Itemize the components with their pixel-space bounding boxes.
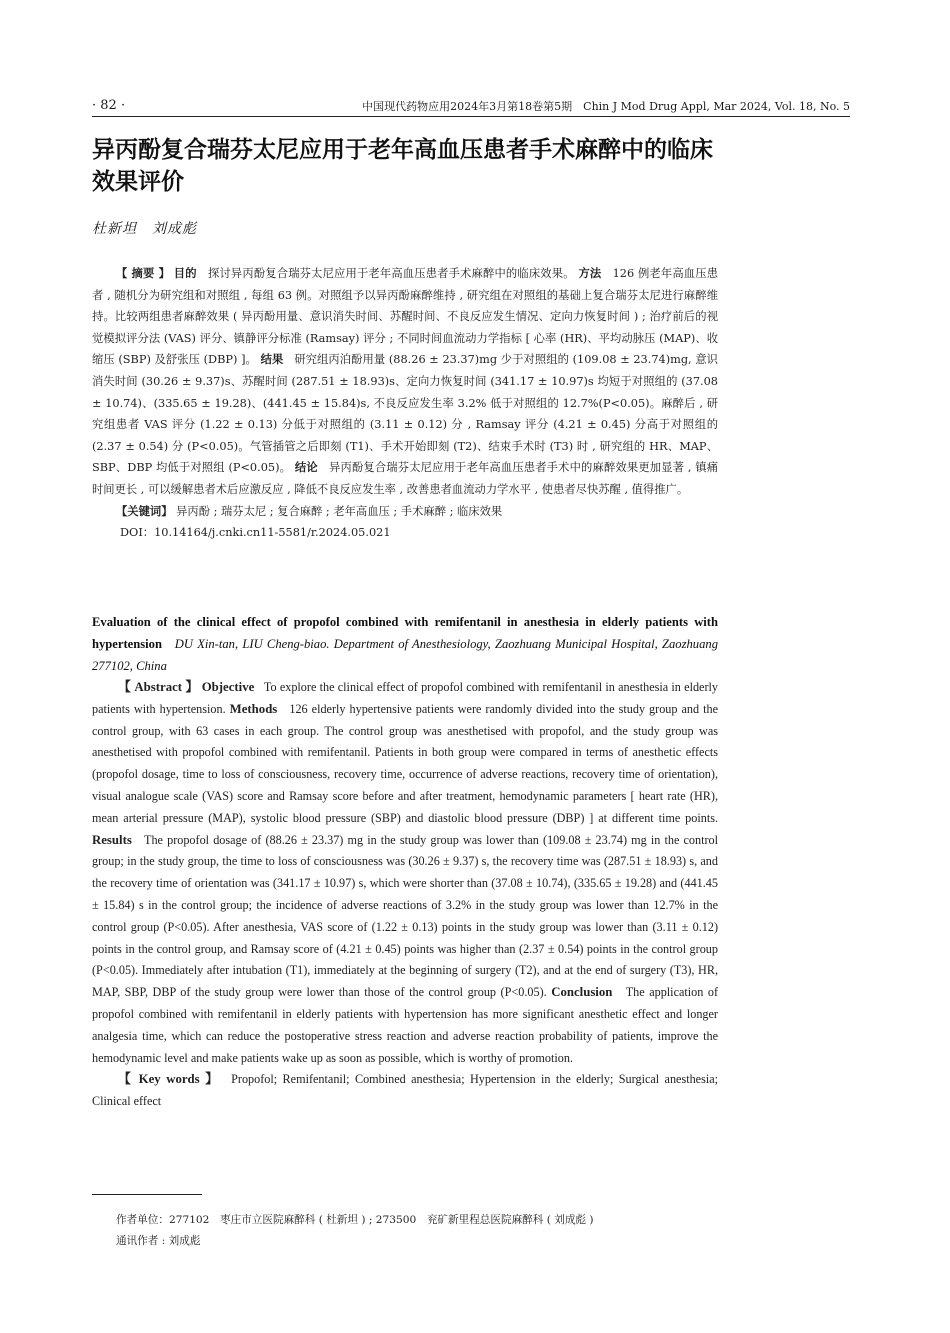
objective-cn-text: 探讨异丙酚复合瑞芬太尼应用于老年高血压患者手术麻醉中的临床效果。 (207, 267, 575, 280)
english-affiliation: DU Xin-tan, LIU Cheng-biao. Department of Anesthesiology, Zaozhuang Municipal Hospital, Zaozhuang 277102, China (92, 636, 718, 673)
conclusion-cn-label: 结论 (294, 461, 318, 475)
conclusion-en-label: Conclusion (551, 985, 613, 1000)
author-affiliations: 作者单位：277102 枣庄市立医院麻醉科 ( 杜新坦 ) ; 273500 兖矿新里程总医院麻醉科 ( 刘成彪 ) (116, 1214, 594, 1226)
authors: 杜新坦 刘成彪 (92, 221, 197, 237)
methods-en-label: Methods (229, 701, 278, 716)
results-cn-label: 结果 (260, 353, 284, 367)
conclusion-en-text: The application of propofol combined with remifentanil in elderly patients with hypertension has more significant anesthetic effect and longer analgesia time, which can reduce the postoperative stress reaction and adverse reaction probability of patients, improve the hemodynamic level and make patients wake up as soon as possible, which is worthy of promotion. (92, 985, 719, 1065)
footnote-rule (92, 1194, 202, 1195)
keywords-cn-text: 异丙酚 ; 瑞芬太尼 ; 复合麻醉 ; 老年高血压 ; 手术麻醉 ; 临床效果 (176, 504, 503, 518)
corresponding-author: 通讯作者 : 刘成彪 (116, 1235, 201, 1247)
keywords-cn (92, 501, 718, 523)
page-number: · 82 · (92, 98, 126, 113)
objective-cn-label: 目的 (173, 267, 197, 280)
running-header (92, 96, 850, 118)
article-title: 异丙酚复合瑞芬太尼应用于老年高血压患者手术麻醉中的临床效果评价 (92, 137, 713, 195)
journal-citation: 中国现代药物应用2024年3月第18卷第5期 Chin J Mod Drug Appl, Mar 2024, Vol. 18, No. 5 (362, 100, 850, 113)
english-title-block (92, 612, 718, 677)
header-rule (92, 116, 850, 117)
keywords-en-label: 【 Key words 】 (118, 1072, 221, 1087)
objective-en-text: To explore the clinical effect of propofol combined with remifentanil in anesthesia in elderly patients with hypertension. (92, 680, 718, 716)
results-en-text: The propofol dosage of (88.26 ± 23.37) mg in the study group was lower than (109.08 ± 23.74) mg in the control group; in the study group, the time to loss of consciousness was (30.26 ± 9.37) s, the recovery time was (287.51 ± 18.93) s, and the recovery time of orientation was (341.17 ± 10.97) s, which were shorter than (37.08 ± 10.74), (335.65 ± 19.28) and (441.45 ± 15.84) s in the control group; the incidence of adverse reactions of 3.2% in the study group was lower than 12.7% in the control group (P<0.05). After anesthesia, VAS score of (1.22 ± 0.13) points in the study group was lower than (3.11 ± 0.12) points in the control group, and Ramsay score of (4.21 ± 0.45) points was higher than (2.37 ± 0.54) points in the control group (P<0.05). Immediately after intubation (T1), immediately at the beginning of surgery (T2), and at the end of surgery (T3), HR, MAP, SBP, DBP of the study group were lower than those of the control group (P<0.05). (92, 832, 719, 1000)
doi: DOI：10.14164/j.cnki.cn11-5581/r.2024.05.021 (120, 526, 391, 540)
methods-cn-label: 方法 (578, 267, 602, 280)
keywords-cn-label: 【关键词】 (116, 504, 173, 518)
conclusion-cn-text: 异丙酚复合瑞芬太尼应用于老年高血压患者手术中的麻醉效果更加显著 , 镇痛时间更长 , 可以缓解患者术后应激反应 , 降低不良反应发生率 , 改善患者血流动力学水平 , 使患者尽快苏醒 , 值得推广。 (92, 461, 718, 496)
abstract-en-body (92, 677, 718, 1069)
abstract-cn-body (92, 263, 718, 501)
objective-en-label: Objective (201, 680, 255, 694)
results-cn-text: 研究组丙泊酚用量 (88.26 ± 23.37)mg 少于对照组的 (109.08 ± 23.74)mg, 意识消失时间 (30.26 ± 9.37)s、苏醒时间 (287.51 ± 18.93)s、定向力恢复时间 (341.17 ± 10.97)s 均短于对照组的 (37.08 ± 10.74)、(335.65 ± 19.28)、(441.45 ± 15.84)s, 不良反应发生率 3.2% 低于对照组的 12.7%(P<0.05)。麻醉后 , 研究组患者 VAS 评分 (1.22 ± 0.13) 分低于对照组的 (3.11 ± 0.12) 分 , Ramsay 评分 (4.21 ± 0.45) 分高于对照组的 (2.37 ± 0.54) 分 (P<0.05)。气管插管之后即刻 (T1)、手术开始即刻 (T2)、结束手术时 (T3) 时 , 研究组的 HR、MAP、SBP、DBP 均低于对照组 (P<0.05)。 (92, 353, 718, 475)
english-title: Evaluation of the clinical effect of propofol combined with remifentanil in anesthesia in elderly patients with hypertension (92, 615, 718, 651)
methods-en-text: 126 elderly hypertensive patients were randomly divided into the study group and the control group, with 63 cases in each group. The control group was anesthetised with propofol, and the study group was anesthetised with propofol combined with remifentanil. Patients in both group were compared in terms of anesthetic effects (propofol dosage, time to loss of consciousness, recovery time, occurrence of adverse reactions, recovery time of orientation), visual analogue scale (VAS) score and Ramsay score before and after treatment, hemodynamic parameters [ heart rate (HR), mean arterial pressure (MAP), systolic blood pressure (SBP) and diastolic blood pressure (DBP) ] at different time points. (92, 701, 719, 825)
footnotes (116, 1210, 736, 1252)
abstract-english (92, 677, 718, 1113)
keywords-en-text: Propofol; Remifentanil; Combined anesthesia; Hypertension in the elderly; Surgical anesthesia; Clinical effect (92, 1072, 719, 1109)
abstract-chinese (92, 263, 718, 544)
results-en-label: Results (92, 832, 132, 847)
abstract-cn-label: 【 摘要 】 (116, 267, 171, 280)
methods-cn-text: 126 例老年高血压患者 , 随机分为研究组和对照组 , 每组 63 例。对照组予以异丙酚麻醉维持 , 研究组在对照组的基础上复合瑞芬太尼进行麻醉维持。比较两组患者麻醉效果 ( 异丙酚用量、意识消失时间、苏醒时间、不良反应发生情况、定向力恢复时间 ) ; 治疗前后的视觉模拟评分法 (VAS) 评分、镇静评分标准 (Ramsay) 评分 ; 不同时间血流动力学指标 [ 心率 (HR)、平均动脉压 (MAP)、收缩压 (SBP) 及舒张压 (DBP) ]。 (92, 267, 718, 367)
abstract-en-label: 【 Abstract 】 (118, 680, 199, 694)
keywords-en (92, 1069, 718, 1113)
